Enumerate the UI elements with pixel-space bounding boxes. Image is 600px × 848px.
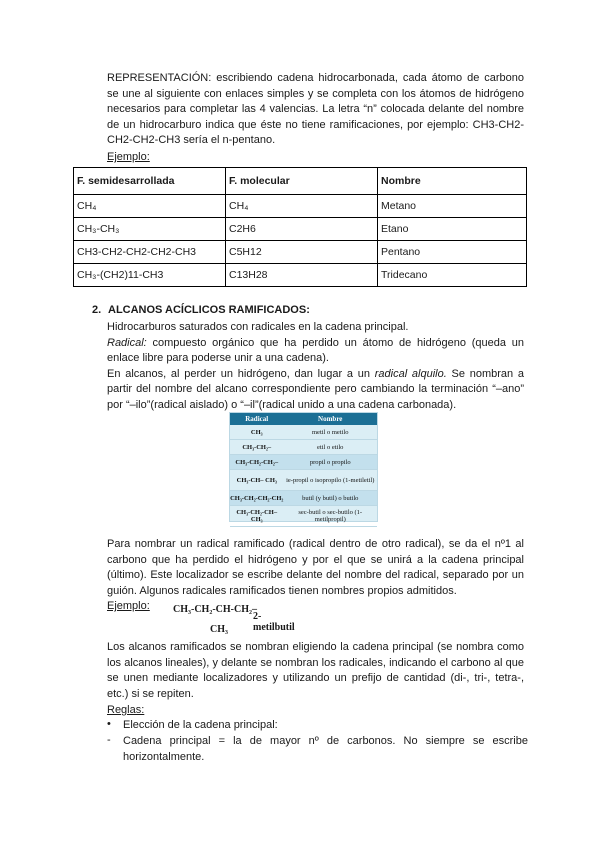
radical-header: Radical <box>230 413 283 425</box>
radical-text: compuesto orgánico que ha perdido un átomo de hidrógeno (queda un enlace libre para poderse unir a una cadena). <box>107 336 524 365</box>
bullet-marker: • <box>107 718 111 730</box>
table-row <box>74 264 527 287</box>
table-cell: CH₄ <box>74 195 226 218</box>
naming-paragraph: Para nombrar un radical ramificado (radical dentro de otro radical), se da el nº1 al carbono que ha perdido el hidrógeno y por el que se unirá a la cadena principal (último). Este localizador se escribe delante del nombre del radical, separado por un guión. Algunos radicales ramificados tienen nombres propios admitidos. <box>107 538 524 597</box>
radical-formula: CH₃-CH₂-CH₂-CH₂ <box>230 491 283 506</box>
radical-formula: CH₃-CH– CH₃ <box>230 470 283 491</box>
radical-table-image <box>229 412 378 522</box>
radical-definition <box>107 336 524 367</box>
radical-name: propil o propilo <box>283 455 377 470</box>
structure-branch: CH₃ <box>210 624 228 635</box>
table-cell: CH₃-(CH2)11-CH3 <box>74 264 226 287</box>
table-cell: C13H28 <box>226 264 378 287</box>
example-label-2: Ejemplo: <box>107 600 150 612</box>
table-cell: CH₃-CH₃ <box>74 218 226 241</box>
table-cell: Etano <box>378 218 527 241</box>
branched-paragraph: Los alcanos ramificados se nombran eligiendo la cadena principal (se nombra como los alcanos lineales), y delante se nombran los radicales, indicando el carbono al que se unen mediante localizadores y utilizando un prefijo de cantidad (di-, tri-, tetra-, etc.) si se repiten. <box>107 641 524 700</box>
alkyl-paragraph <box>107 367 524 414</box>
alkyl-text-2: Se nombran a partir del nombre del alcano correspondiente pero cambiando la terminación “–ano” por “–ilo”(radical aislado) o “–il”(radical unido a una cadena carbonada). <box>107 367 525 411</box>
radical-name: metil o metilo <box>283 425 377 440</box>
table-header: Nombre <box>378 168 527 195</box>
table-cell: C5H12 <box>226 241 378 264</box>
radical-formula: CH₃ <box>230 425 283 440</box>
radical-name: ie-propil o isopropilo (1-metiletil) <box>283 470 377 491</box>
section-body <box>107 320 524 414</box>
table-cell: Metano <box>378 195 527 218</box>
section-number: 2. <box>92 304 102 316</box>
table-cell: Pentano <box>378 241 527 264</box>
alkyl-text-1: En alcanos, al perder un hidrógeno, dan lugar a un <box>107 367 375 380</box>
table-header-row <box>74 168 527 195</box>
table-cell: CH₄ <box>226 195 378 218</box>
table-cell: Tridecano <box>378 264 527 287</box>
table-row <box>74 218 527 241</box>
alkyl-term: radical alquilo. <box>374 367 447 380</box>
section-heading <box>92 304 310 316</box>
dash-marker: - <box>107 734 111 746</box>
table-cell: CH3-CH2-CH2-CH2-CH3 <box>74 241 226 264</box>
rule-text: Elección de la cadena principal: <box>123 719 278 731</box>
table-header: F. semidesarrollada <box>74 168 226 195</box>
structure-name: 2-metilbutil <box>253 611 295 633</box>
radical-name: etil o etilo <box>283 440 377 455</box>
methylbutyl-structure <box>173 604 295 635</box>
table-cell: C2H6 <box>226 218 378 241</box>
rule-subtext: Cadena principal = la de mayor nº de carbonos. No siempre se escribe horizontalmente. <box>123 735 528 763</box>
definition-line: Hidrocarburos saturados con radicales en la cadena principal. <box>107 321 409 333</box>
section-title: ALCANOS ACÍCLICOS RAMIFICADOS: <box>108 304 310 316</box>
example-label: Ejemplo: <box>107 151 150 163</box>
structure-formula: CH₃-CH₂-CH-CH₂– <box>173 604 257 615</box>
table-header: F. molecular <box>226 168 378 195</box>
table-row <box>74 195 527 218</box>
rules-label: Reglas: <box>107 704 145 716</box>
table-row <box>74 241 527 264</box>
radical-name: sec-butil o sec-butilo (1-metilpropil) <box>283 506 377 527</box>
radical-formula: CH₃-CH₂-CH– CH₃ <box>230 506 283 527</box>
radical-term: Radical: <box>107 336 147 349</box>
radical-formula: CH₃-CH₂– <box>230 440 283 455</box>
radical-header: Nombre <box>283 413 377 425</box>
radical-formula: CH₃-CH₂-CH₂– <box>230 455 283 470</box>
alkane-table <box>73 167 527 287</box>
radical-name: butil (y butil) o butilo <box>283 491 377 506</box>
intro-paragraph: REPRESENTACIÓN: escribiendo cadena hidrocarbonada, cada átomo de carbono se une al siguiente con enlaces simples y se completa con los átomos de hidrógeno necesarios para completar las 4 valencias. La letra “n” colocada delante del nombre de un hidrocarburo indica que éste no tiene ramificaciones, por ejemplo: CH3-CH2-CH2-CH2-CH3 sería el n-pentano. <box>107 72 524 147</box>
